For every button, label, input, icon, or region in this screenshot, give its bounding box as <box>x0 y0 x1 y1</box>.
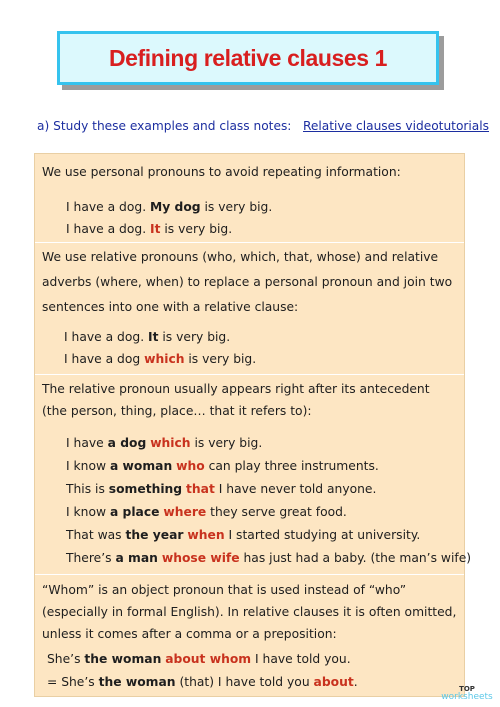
relative-word: who <box>176 459 205 473</box>
sentence-text: they serve great food. <box>206 505 347 519</box>
example-sentence <box>64 351 256 367</box>
relative-word: when <box>187 528 225 542</box>
section-divider <box>35 574 464 575</box>
sentence-text: I started studying at university. <box>224 528 421 542</box>
section-divider <box>35 242 464 243</box>
antecedent-word: a dog <box>107 436 147 450</box>
sentence-text: (that) I have told you <box>175 675 314 689</box>
example-sentence <box>66 527 420 543</box>
instruction-text: a) Study these examples and class notes: <box>37 119 292 133</box>
note-intro-line: We use relative pronouns (who, which, that, whose) and relative <box>42 250 439 264</box>
sentence-text: can play three instruments. <box>204 459 379 473</box>
note-intro-line: unless it comes after a comma or a preposition: <box>42 627 337 641</box>
note-intro-line: We use personal pronouns to avoid repeating information: <box>42 165 401 179</box>
note-intro-line: The relative pronoun usually appears right after its antecedent <box>42 382 430 396</box>
antecedent-word: a woman <box>109 459 173 473</box>
example-sentence <box>66 199 272 215</box>
example-sentence <box>47 651 351 667</box>
antecedent-word: something <box>108 482 183 496</box>
section-divider <box>35 374 464 375</box>
sentence-text: I have a dog. <box>64 330 149 344</box>
topworksheets-logo <box>437 685 497 701</box>
antecedent-word: the year <box>125 528 184 542</box>
sentence-text: is very big. <box>184 352 257 366</box>
sentence-text: I have a dog. <box>66 222 151 236</box>
note-intro-line: adverbs (where, when) to replace a personal pronoun and join two <box>42 275 453 289</box>
note-intro-line: (the person, thing, place… that it refers to): <box>42 404 312 418</box>
note-intro-line: sentences into one with a relative clause: <box>42 300 299 314</box>
sentence-text: is very big. <box>158 330 231 344</box>
relative-word: where <box>163 505 207 519</box>
example-sentence <box>66 550 471 566</box>
example-sentence <box>66 481 376 497</box>
sentence-text: = She’s <box>47 675 99 689</box>
example-sentence <box>66 504 347 520</box>
antecedent-word: the woman <box>84 652 162 666</box>
note-intro-line: (especially in formal English). In relative clauses it is often omitted, <box>42 605 457 619</box>
sentence-text: . <box>353 675 358 689</box>
sentence-text: This is <box>66 482 109 496</box>
antecedent-word: the woman <box>98 675 176 689</box>
sentence-text: I have a dog <box>64 352 145 366</box>
sentence-text: She’s <box>47 652 85 666</box>
sentence-text: I have told you. <box>251 652 351 666</box>
example-sentence <box>66 435 262 451</box>
title-banner <box>57 31 439 85</box>
relative-word: that <box>186 482 215 496</box>
sentence-text: is very big. <box>200 200 273 214</box>
relative-word: which <box>150 436 191 450</box>
relative-word: It <box>150 222 161 236</box>
example-sentence <box>47 674 358 690</box>
logo-top-text: TOP <box>459 685 475 693</box>
antecedent-word: a place <box>109 505 160 519</box>
sentence-text: I have a dog. <box>66 200 151 214</box>
sentence-text: There’s <box>66 551 116 565</box>
sentence-text: I know <box>66 505 110 519</box>
antecedent-word: My dog <box>150 200 201 214</box>
sentence-text: has just had a baby. (the man’s wife) <box>239 551 472 565</box>
example-sentence <box>66 458 379 474</box>
relative-word: about whom <box>165 652 252 666</box>
note-intro-line: “Whom” is an object pronoun that is used instead of “who” <box>42 583 407 597</box>
sentence-text: is very big. <box>190 436 263 450</box>
sentence-text: I know <box>66 459 110 473</box>
example-sentence <box>64 329 230 345</box>
antecedent-word: a man <box>115 551 158 565</box>
logo-worksheets-text: worksheets <box>441 692 493 702</box>
relative-word: which <box>144 352 185 366</box>
videotutorials-link[interactable]: Relative clauses videotutorials <box>303 119 490 133</box>
sentence-text: is very big. <box>160 222 233 236</box>
example-sentence <box>66 221 232 237</box>
antecedent-word: It <box>148 330 159 344</box>
page-title: Defining relative clauses 1 <box>108 44 388 71</box>
sentence-text: I have never told anyone. <box>214 482 377 496</box>
relative-word: about <box>313 675 354 689</box>
relative-word: whose wife <box>161 551 240 565</box>
sentence-text: I have <box>66 436 108 450</box>
sentence-text: That was <box>66 528 126 542</box>
